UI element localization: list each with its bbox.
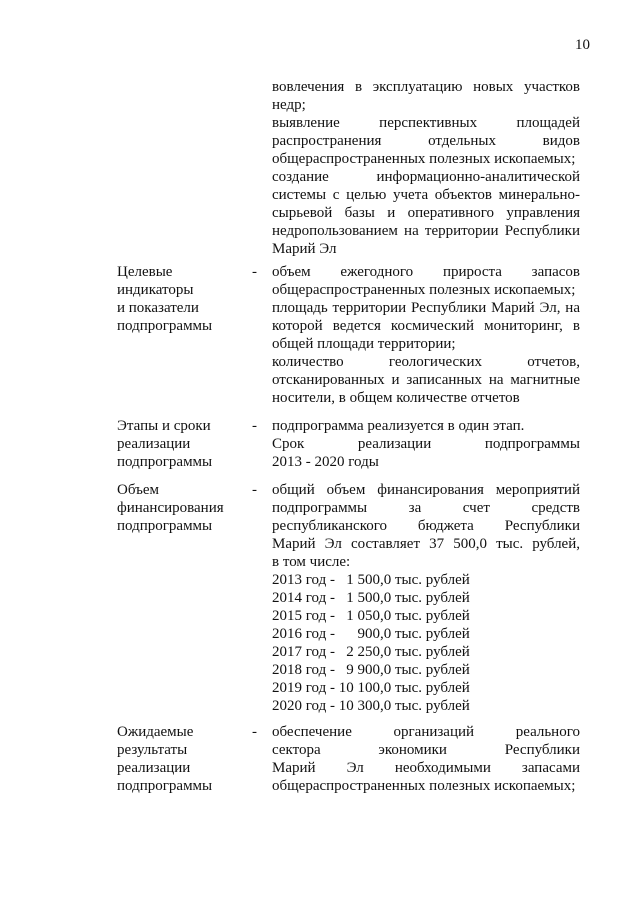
text-line: количество геологических отчетов, [272, 354, 580, 370]
section-content [272, 417, 580, 471]
text-line: общей площади территории; [272, 336, 456, 352]
text-line: недропользованием на территории Республики [272, 223, 580, 239]
section-content [272, 263, 580, 407]
label-line: финансирования [117, 500, 224, 516]
funding-year-line: 2015 год - 1 050,0 тыс. рублей [272, 608, 470, 624]
funding-year-line: 2020 год - 10 300,0 тыс. рублей [272, 698, 470, 714]
section-label [117, 417, 255, 471]
text-line: подпрограммы за счет средств [272, 500, 580, 516]
funding-year-line: 2019 год - 10 100,0 тыс. рублей [272, 680, 470, 696]
section-dash: - [252, 724, 257, 740]
funding-year-line: 2016 год - 900,0 тыс. рублей [272, 626, 470, 642]
text-line: площадь территории Республики Марий Эл, на [272, 300, 580, 316]
text-line: носители, в общем количестве отчетов [272, 390, 520, 406]
text-line: подпрограмма реализуется в один этап. [272, 418, 525, 434]
label-line: индикаторы [117, 282, 194, 298]
section-dash: - [252, 264, 257, 280]
intro-content [272, 78, 580, 258]
text-line: сырьевой базы и оперативного управления [272, 205, 580, 221]
text-line: создание информационно-аналитической [272, 169, 580, 185]
text-line: отсканированных и записанных на магнитные [272, 372, 580, 388]
text-line: Марий Эл необходимыми запасами [272, 760, 580, 776]
label-line: Объем [117, 482, 159, 498]
label-line: подпрограммы [117, 454, 213, 470]
text-line: выявление перспективных площадей [272, 115, 580, 131]
funding-year-line: 2018 год - 9 900,0 тыс. рублей [272, 662, 470, 678]
text-line: сектора экономики Республики [272, 742, 580, 758]
text-line: Срок реализации подпрограммы [272, 436, 580, 452]
section-content [272, 481, 580, 715]
label-line: реализации [117, 436, 191, 452]
section-label [117, 263, 255, 335]
text-line: системы с целью учета объектов минерально- [272, 187, 580, 203]
text-line: общераспространенных полезных ископаемых; [272, 151, 576, 167]
section-label [117, 481, 255, 535]
text-line: Марий Эл [272, 241, 337, 257]
label-line: и показатели [117, 300, 199, 316]
section-dash: - [252, 482, 257, 498]
label-line: реализации [117, 760, 191, 776]
text-line: общий объем финансирования мероприятий [272, 482, 580, 498]
text-line: распространения отдельных видов [272, 133, 580, 149]
label-line: результаты [117, 742, 188, 758]
label-line: подпрограммы [117, 778, 213, 794]
text-line: Марий Эл составляет 37 500,0 тыс. рублей, [272, 536, 580, 552]
label-line: Ожидаемые [117, 724, 194, 740]
text-line: в том числе: [272, 554, 351, 570]
text-line: республиканского бюджета Республики [272, 518, 580, 534]
label-line: Этапы и сроки [117, 418, 211, 434]
text-line: 2013 - 2020 годы [272, 454, 379, 470]
section-label [117, 723, 255, 795]
text-line: общераспространенных полезных ископаемых; [272, 778, 576, 794]
label-line: Целевые [117, 264, 173, 280]
text-line: обеспечение организаций реального [272, 724, 580, 740]
section-content [272, 723, 580, 795]
text-line: недр; [272, 97, 306, 113]
label-line: подпрограммы [117, 518, 213, 534]
funding-year-line: 2014 год - 1 500,0 тыс. рублей [272, 590, 470, 606]
funding-year-line: 2017 год - 2 250,0 тыс. рублей [272, 644, 470, 660]
text-line: общераспространенных полезных ископаемых; [272, 282, 576, 298]
text-line: которой ведется космический мониторинг, в [272, 318, 580, 334]
section-dash: - [252, 418, 257, 434]
text-line: вовлечения в эксплуатацию новых участков [272, 79, 580, 95]
page-number: 10 [575, 37, 590, 53]
text-line: объем ежегодного прироста запасов [272, 264, 580, 280]
funding-year-line: 2013 год - 1 500,0 тыс. рублей [272, 572, 470, 588]
label-line: подпрограммы [117, 318, 213, 334]
